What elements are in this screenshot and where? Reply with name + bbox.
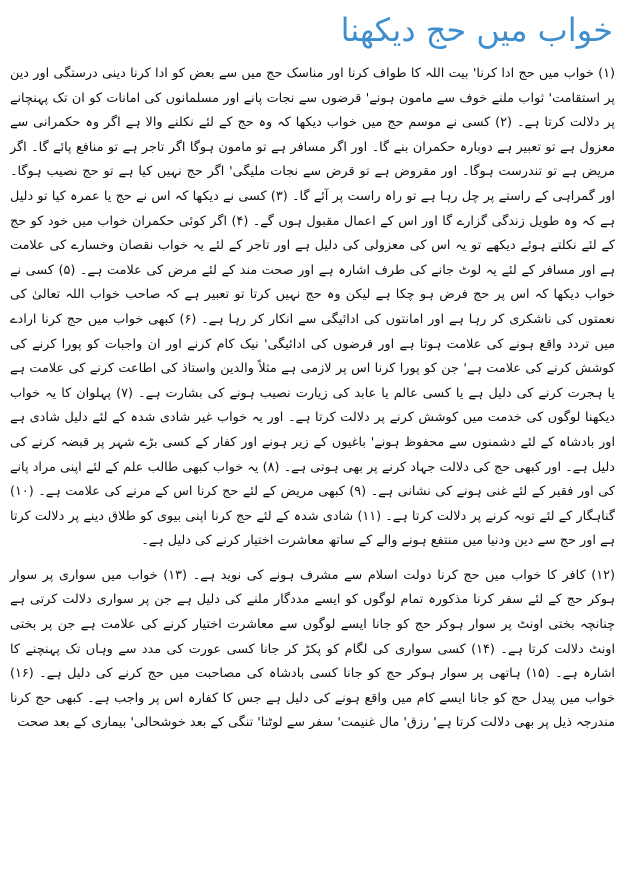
page-title: خواب میں حج دیکھنا: [340, 11, 613, 49]
paragraph: (۱۲) کافر کا خواب میں حج کرنا دولت اسلام سے مشرف ہونے کی نوید ہے۔ (۱۳) خواب میں سواری پر سوار ہوکر حج کے لئے سفر کرنا مذکورہ تمام لوگوں کو ایسے مددگار ملنے کی دلیل ہے جن پر سواری دلالت کرتی ہے چنانچہ بختی اونٹ پر سوار ہوکر حج کو جانا ایسے لوگوں سے معاشرت اختیار کرنے کی علامت ہے جن پر بختی اونٹ دلالت کرتا ہے۔ (۱۴) کسی سواری کی لگام کو پکڑ کر جانا کسی عورت کی مدد سے وہاں تک پہنچنے کا اشارہ ہے۔ (۱۵) ہاتھی پر سوار ہوکر حج کو جانا کسی بادشاہ کی مصاحبت میں حج کرنے کی دلیل ہے۔ (۱۶) خواب میں پیدل حج کو جانا ایسے کام میں واقع ہونے کی دلیل ہے جس کا کفارہ اس پر واجب ہے۔ کبھی حج کرنا مندرجہ ذیل پر بھی دلالت کرتا ہے' رزق' مال غنیمت' سفر سے لوٹنا' تنگی کے بعد خوشحالی' بیماری کے بعد صحت: [10, 567, 616, 731]
paragraph: (۱) خواب میں حج ادا کرنا' بیت اللہ کا طواف کرنا اور مناسک حج میں سے بعض کو ادا کرنا دینی درستگی اور دین پر استقامت' ثواب ملنے خوف سے مامون ہونے' قرضوں سے نجات پانے اور مسلمانوں کی امانات کو ان تک پہنچانے پر دلالت کرتا ہے۔ (۲) کسی نے موسم حج میں خواب دیکھا کہ وہ حج کے لئے نکلنے والا ہے اگر وہ حکمرانی سے معزول ہے تو تعبیر ہے دوبارہ حکمران بنے گا۔ اور اگر مسافر ہے تو مامون ہوگا اگر تاجر ہے تو منافع پائے گا۔ اگر مریض ہے تو تندرست ہوگا۔ اور مقروض ہے تو قرض سے نجات ملیگی' اگر حج نہیں کیا ہے تو حج نصیب ہوگا۔ اور گمراہی کے راستے پر چل رہا ہے تو راہ راست پر آئے گا۔ (۳) کسی نے دیکھا کہ اس نے حج یا عمرہ کیا تو دلیل ہے کہ وہ طویل زندگی گزارے گا اور اس کے اعمال مقبول ہوں گے۔ (۴) اگر کوئی حکمران خواب میں خود کو حج کے لئے نکلتے ہوئے دیکھے تو یہ اس کی معزولی کی دلیل ہے اور تاجر کے لئے یہ خواب نقصان وخسارے کی علامت ہے اور مسافر کے لئے یہ لوٹ جانے کی طرف اشارہ ہے اور صحت مند کے لئے مرض کی علامت ہے۔ (۵) کسی نے خواب دیکھا کہ اس پر حج فرض ہو چکا ہے لیکن وہ حج نہیں کرتا تو تعبیر ہے کہ صاحب خواب اللہ تعالیٰ کی نعمتوں کی ناشکری کر رہا ہے اور امانتوں کی ادائیگی سے انکار کر رہا ہے۔ (۶) کبھی خواب میں حج کرنا ارادے میں تردد واقع ہونے کی علامت ہوتا ہے اور قرضوں کی ادائیگی' نیک کام کرنے اور ان واجبات کو پورا کرنے کی کوشش کرنے کی علامت ہے' جن کو پورا کرنا اس پر لازمی ہے مثلاً والدین واستاذ کی اطاعت کرنے کی علامت ہے یا ہجرت کرنے کی دلیل ہے یا کسی عالم یا عابد کی زیارت نصیب ہونے کی بشارت ہے۔ (۷) پہلوان کا یہ خواب دیکھنا لوگوں کی خدمت میں کوشش کرنے پر دلالت کرتا ہے۔ اور یہ خواب غیر شادی شدہ کے لئے دلیل شادی ہے اور بادشاہ کے لئے دشمنوں سے محفوظ ہونے' باغیوں کے زیر ہونے اور کفار کے کسی بڑے شہر پر قبضہ کرنے کی دلیل ہے۔ اور کبھی حج کی دلالت جہاد کرنے پر بھی ہوتی ہے۔ (۸) یہ خواب کبھی طالب علم کے لئے اپنی مراد پانے کی اور فقیر کے لئے غنی ہونے کی نشانی ہے۔ (۹) کبھی مریض کے لئے حج کرنا اس کے مرنے کی علامت ہے۔ (۱۰) گناہگار کے لئے توبہ کرنے پر دلالت کرتا ہے۔ (۱۱) شادی شدہ کے لئے حج کرنا اپنی بیوی کو طلاق دینے پر دلالت کرتا ہے اور حج سے دین ودنیا میں منتفع ہونے والے کے ساتھ معاشرت اختیار کرنے کی دلیل ہے۔: [10, 66, 615, 549]
